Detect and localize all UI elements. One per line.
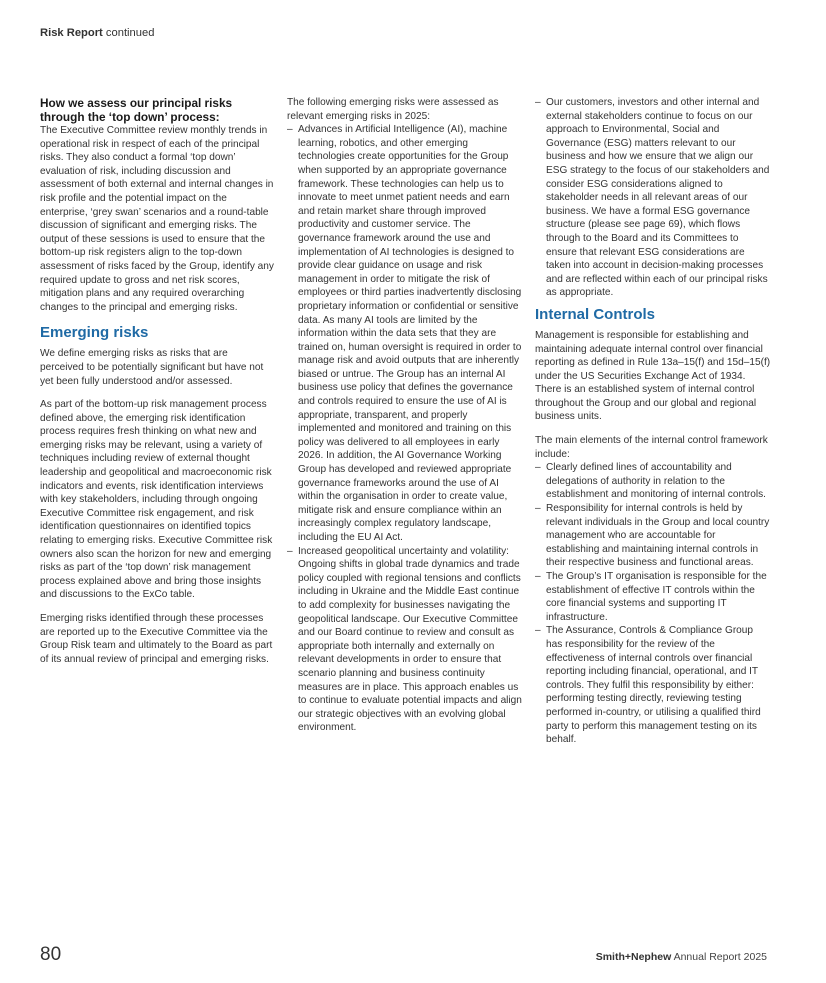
list-item: – Increased geopolitical uncertainty and volatility: Ongoing shifts in global trade dynamics and trade policy coupled with regional tensions and conflicts including in Ukraine and the Middle East continue to add complexity for businesses navigating the geopolitical landscape. Our Executive Committee and our Board continue to review and consult as appropriate both internally and externally on relevant developments in order to ensure that scenario planning and business continuity measures are in place. This approach enables us to continue to evaluate potential impacts and align our strategic objectives with an evolving global environment. <box>287 545 523 735</box>
list-item: – The Group’s IT organisation is responsible for the establishment of effective IT controls within the core financial systems and supporting IT infrastructure. <box>535 570 771 624</box>
emerging-risks-definition: We define emerging risks as risks that are perceived to be potentially significant but have not yet been fully understood and/or assessed. <box>40 348 264 387</box>
column-left <box>40 96 274 676</box>
list-item: – Clearly defined lines of accountability and delegations of authority in relation to the establishment and monitoring of internal controls. <box>535 461 771 502</box>
internal-controls-paragraph: Management is responsible for establishing and maintaining adequate internal control over financial reporting as defined in Rule 13a–15(f) and 15d–15(f) under the US Securities Exchange Act of 1934. There is an established system of internal control throughout the Group and our global and regional business units. <box>535 329 771 423</box>
list-item: – Advances in Artificial Intelligence (AI), machine learning, robotics, and other emerging technologies create opportunities for the Group when supported by an appropriate governance framework. These technologies can help us to innovate to meet unmet patient needs and earn and retain market share through improved productivity and customer service. The governance framework around the use and implementation of AI technologies is designed to provide clear guidance on usage and risk management in order to mitigate the risk of employees or third parties inadvertently disclosing proprietary information or confidential or sensitive data. As many AI tools are limited by the information within the data sets that they are trained on, human oversight is required in order to manage risk and avoid outputs that are inherently biased or untrue. The Group has an internal AI business use policy that defines the governance and controls required to ensure the use of AI is appropriate, transparent, and properly implemented and monitored and training on this policy was delivered to all employees in early 2026. In addition, the AI Governance Working Group has developed and reviewed appropriate governance frameworks around the use of AI within the organisation in order to create value, mitigate risk and ensure compliance within an increasingly complex regulatory landscape, including the EU AI Act. <box>287 123 523 544</box>
column-middle <box>287 96 523 735</box>
emerging-risks-reporting: Emerging risks identified through these processes are reported up to the Executive Committee via the Group Risk team and ultimately to the Board as part of its annual review of principal and emerging risks. <box>40 613 273 665</box>
emerging-risks-list <box>287 123 523 735</box>
running-header <box>40 27 154 39</box>
top-down-paragraph: The Executive Committee review monthly trends in operational risk in respect of each of the principal risks. They also conduct a formal ‘top down’ evaluation of risk, including discussion and assessment of both external and internal changes in risk profile and the potential impact on the enterprise, ‘grey swan’ scenarios and a round-table discussion of significant and emerging risks. The output of these sessions is used to ensure that the bottom-up risk registers align to the top-down assessment of risks faced by the Group, identify any required update to gross and net risk scores, mitigation plans and any required overarching changes to the principal and emerging risks. <box>40 125 274 313</box>
header-continued: continued <box>105 27 155 39</box>
esg-risk-list <box>535 96 771 300</box>
report-title: Annual Report 2025 <box>673 951 767 963</box>
list-item: – Our customers, investors and other internal and external stakeholders continue to focus on our approach to Environmental, Social and Governance (ESG) matters relevant to our business and how we ensure that we align our ESG strategy to the focus of our stakeholders and consider ESG considerations aligned to stakeholder needs in all relevant areas of our business. We have a formal ESG governance structure (please see page 69), which flows through to the Board and its Committees to ensure that relevant ESG considerations are taken into account in decision-making processes and are reflected within each of our principal risks as appropriate. <box>535 96 771 300</box>
top-down-heading: How we assess our principal risks through the ‘top down’ process: <box>40 96 233 124</box>
header-title: Risk Report <box>40 27 103 39</box>
emerging-risks-process: As part of the bottom-up risk management process defined above, the emerging risk identification process requires fresh thinking on what new and emerging risks may be relevant, using a variety of techniques including review of external thought leadership and geopolitical and macroeconomic risk indicators and events, risk identification interviews with key stakeholders, including through ongoing Executive Committee risk engagement, and risk identification questionnaires on identified topics relating to emerging risks. Executive Committee risk owners also scan the horizon for new and emerging risks as part of the ‘top down’ risk management process explained above and bring those insights and discussions to the ExCo table. <box>40 399 273 601</box>
footer <box>596 951 767 963</box>
internal-controls-elements-intro: The main elements of the internal control framework include: <box>535 435 768 460</box>
column-right <box>535 96 771 747</box>
emerging-risks-intro: The following emerging risks were assessed as relevant emerging risks in 2025: <box>287 97 499 122</box>
brand-name: Smith+Nephew <box>595 951 672 963</box>
emerging-risks-title: Emerging risks <box>40 324 149 342</box>
page-number: 80 <box>40 944 62 965</box>
internal-controls-title: Internal Controls <box>535 305 656 323</box>
list-item: – The Assurance, Controls & Compliance Group has responsibility for the review of the effectiveness of internal controls over financial reporting including financial, operational, and IT controls. They fulfil this responsibility by either: performing testing directly, reviewing testing performed in-country, or utilising a qualified third party to perform this management testing on its behalf. <box>535 624 771 746</box>
internal-controls-list <box>535 461 771 746</box>
list-item: – Responsibility for internal controls is held by relevant individuals in the Group and local country management who are accountable for establishing and maintaining internal controls in their respective business and functional areas. <box>535 502 771 570</box>
